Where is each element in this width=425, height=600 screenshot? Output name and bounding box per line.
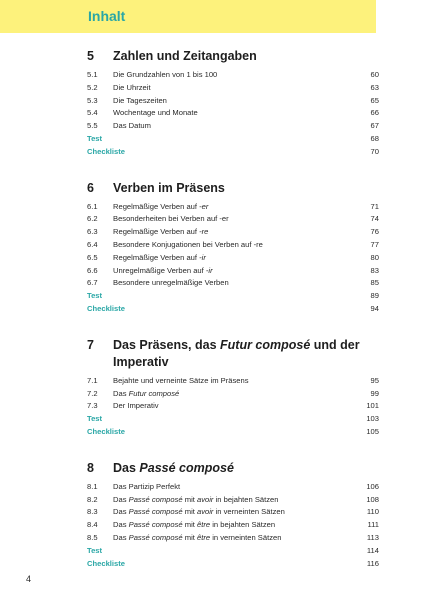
entry-label	[87, 413, 355, 426]
entry-number: 6.4	[87, 239, 98, 249]
entry-label-part: avoir	[197, 494, 214, 504]
entry-label	[113, 277, 355, 290]
entry-label	[87, 426, 355, 439]
entry-label	[113, 252, 355, 265]
entry-label-part: Passé composé	[128, 532, 183, 542]
entry-label	[87, 146, 355, 159]
entry-label	[113, 265, 355, 278]
entry-page: 76	[370, 227, 379, 237]
entry-number: 6.3	[87, 227, 98, 237]
entry-label-part: être	[197, 532, 211, 542]
entry-label-part: Passé composé	[128, 507, 183, 517]
chapter-title	[113, 180, 379, 197]
entry-label-part: Besondere unregelmäßige Verben	[113, 278, 229, 288]
entry-label-part: Besondere Konjugationen bei Verben auf -re	[113, 239, 263, 249]
entry-label-part: -er	[199, 201, 209, 211]
entry-label-part: Das Datum	[113, 121, 151, 131]
entry-label-part: Bejahte und verneinte Sätze im Präsens	[113, 375, 249, 385]
table-of-contents	[87, 48, 379, 591]
entry-label	[113, 481, 355, 494]
entry-page: 68	[370, 133, 379, 143]
entry-page: 110	[366, 507, 379, 517]
entry-page: 67	[370, 121, 379, 131]
entry-label-part: être	[197, 520, 211, 530]
entry-label	[113, 388, 355, 401]
chapter-number: 5	[87, 49, 94, 63]
entry-number: 6.1	[87, 201, 98, 211]
entry-page: 85	[370, 278, 379, 288]
entry-page: 114	[366, 545, 379, 555]
entry-page: 83	[370, 265, 379, 275]
page-number: 4	[26, 574, 32, 584]
entry-number: 6.5	[87, 252, 98, 262]
entry-page: 80	[370, 252, 379, 262]
chapter-title-part: Futur composé	[220, 337, 311, 352]
entry-label	[113, 375, 355, 388]
chapter-heading	[87, 460, 379, 477]
entry-label-part: Checkliste	[87, 426, 125, 436]
entry-label-part: Das Partizip Perfekt	[113, 481, 181, 491]
entry-label-part: -ir	[199, 252, 206, 262]
chapter-number: 8	[87, 460, 94, 475]
toc-entry	[87, 388, 379, 401]
entry-label	[113, 82, 355, 95]
entry-label-part: mit	[182, 494, 197, 504]
entry-label	[113, 95, 355, 108]
toc-extra-entry	[87, 426, 379, 439]
chapter-title-part: Zahlen und Zeitangaben	[113, 49, 257, 63]
entry-label-part: mit	[182, 507, 197, 517]
entry-number: 5.5	[87, 121, 98, 131]
toc-extra-entry	[87, 303, 379, 316]
toc-entry	[87, 252, 379, 265]
entry-page: 63	[370, 82, 379, 92]
entry-label	[113, 226, 355, 239]
toc-entry	[87, 107, 379, 120]
entry-label-part: Das	[113, 388, 129, 398]
entry-label-part: Die Grundzahlen von 1 bis 100	[113, 70, 218, 79]
entry-number: 5.4	[87, 108, 98, 118]
toc-entry	[87, 239, 379, 252]
entry-label	[113, 213, 355, 226]
entry-label-part: Unregelmäßige Verben auf	[113, 265, 206, 275]
entry-label-part: Checkliste	[87, 303, 125, 313]
entry-page: 99	[370, 388, 379, 398]
entry-label-part: Das	[113, 532, 129, 542]
entry-label	[87, 303, 355, 316]
entry-label	[113, 201, 355, 214]
toc-extra-entry	[87, 290, 379, 303]
toc-entry	[87, 481, 379, 494]
entry-label	[113, 107, 355, 120]
entry-label-part: Das	[113, 507, 129, 517]
entry-number: 5.1	[87, 70, 98, 79]
toc-entry	[87, 400, 379, 413]
chapter-title-part: Passé composé	[139, 460, 234, 475]
entry-number: 5.2	[87, 82, 98, 92]
entry-number: 7.3	[87, 401, 98, 411]
entry-number: 8.3	[87, 507, 98, 517]
entry-page: 108	[366, 494, 379, 504]
entry-label	[113, 519, 355, 532]
toc-entry	[87, 226, 379, 239]
entry-label-part: Das	[113, 494, 129, 504]
entry-label	[113, 494, 355, 507]
entry-page: 106	[366, 481, 379, 491]
entry-label-part: Passé composé	[128, 520, 183, 530]
entry-label	[113, 506, 355, 519]
entry-label	[113, 239, 355, 252]
entry-number: 6.6	[87, 265, 98, 275]
chapter-title	[113, 460, 379, 477]
toc-extra-entry	[87, 413, 379, 426]
toc-entry	[87, 120, 379, 133]
toc-entry	[87, 506, 379, 519]
chapter-number: 7	[87, 337, 94, 352]
entry-label-part: in verneinten Sätzen	[213, 507, 285, 517]
chapter-title-part: Verben im Präsens	[113, 180, 225, 195]
toc-entry	[87, 201, 379, 214]
chapter-section	[87, 180, 379, 316]
header-corner	[376, 0, 425, 33]
entry-label-part: Test	[87, 545, 103, 555]
entry-page: 71	[370, 201, 379, 211]
entry-label	[87, 290, 355, 303]
chapter-section	[87, 48, 379, 159]
entry-label-part: Checkliste	[87, 558, 125, 568]
entry-number: 6.7	[87, 278, 98, 288]
entry-label-part: in verneinten Sätzen	[210, 532, 282, 542]
toc-entry	[87, 519, 379, 532]
entry-label-part: in bejahten Sätzen	[213, 494, 279, 504]
entry-page: 103	[366, 414, 379, 424]
entry-number: 8.4	[87, 520, 98, 530]
page-title: Inhalt	[88, 8, 126, 24]
chapter-title	[113, 337, 379, 371]
entry-label-part: Wochentage und Monate	[113, 108, 198, 118]
entry-page: 77	[370, 239, 379, 249]
entry-page: 116	[366, 558, 379, 568]
entry-label-part: Regelmäßige Verben auf	[113, 252, 200, 262]
chapter-heading	[87, 180, 379, 197]
entry-page: 66	[370, 108, 379, 118]
entry-number: 7.2	[87, 388, 98, 398]
toc-entry	[87, 95, 379, 108]
toc-entry	[87, 277, 379, 290]
entry-page: 113	[366, 532, 379, 542]
entry-label-part: avoir	[197, 507, 214, 517]
entry-label-part: -ir	[205, 265, 213, 275]
entry-number: 8.2	[87, 494, 98, 504]
entry-label-part: mit	[182, 520, 197, 530]
chapter-title-part: Das Präsens, das	[113, 337, 221, 352]
entry-number: 5.3	[87, 95, 98, 105]
chapter-title-part: Das	[113, 460, 140, 475]
entry-label-part: Futur composé	[128, 388, 180, 398]
entry-label-part: -re	[199, 227, 209, 237]
entry-label-part: Regelmäßige Verben auf	[113, 227, 200, 237]
toc-extra-entry	[87, 133, 379, 146]
entry-page: 105	[366, 426, 379, 436]
toc-entry	[87, 532, 379, 545]
entry-page: 111	[367, 520, 379, 530]
entry-page: 101	[366, 401, 379, 411]
toc-entry	[87, 82, 379, 95]
toc-extra-entry	[87, 545, 379, 558]
header-bar	[0, 0, 425, 33]
chapter-section	[87, 460, 379, 571]
toc-extra-entry	[87, 146, 379, 159]
toc-entry	[87, 375, 379, 388]
entry-label-part: mit	[182, 532, 197, 542]
chapter-heading	[87, 337, 379, 371]
entry-label-part: Passé composé	[128, 494, 183, 504]
toc-entry	[87, 69, 379, 82]
entry-label-part: Das	[113, 520, 129, 530]
entry-page: 89	[370, 291, 379, 301]
toc-entry	[87, 494, 379, 507]
entry-label-part: Test	[87, 291, 103, 301]
entry-page: 65	[370, 95, 379, 105]
entry-label-part: Besonderheiten bei Verben auf -er	[113, 214, 229, 224]
chapter-title	[113, 48, 379, 65]
entry-label	[113, 400, 355, 413]
entry-label	[113, 69, 355, 82]
chapter-number: 6	[87, 180, 94, 195]
entry-page: 94	[370, 303, 379, 313]
entry-label-part: Checkliste	[87, 146, 125, 156]
entry-label-part: Die Uhrzeit	[113, 82, 151, 92]
entry-label	[87, 558, 355, 571]
entry-number: 8.5	[87, 532, 98, 542]
entry-number: 6.2	[87, 214, 98, 224]
entry-label-part: Regelmäßige Verben auf	[113, 201, 200, 211]
entry-label-part: Test	[87, 133, 103, 143]
entry-page: 74	[370, 214, 379, 224]
entry-number: 8.1	[87, 481, 98, 491]
entry-label	[87, 133, 355, 146]
entry-page: 70	[370, 146, 379, 156]
entry-label-part: Die Tageszeiten	[113, 95, 167, 105]
chapter-section	[87, 337, 379, 439]
toc-extra-entry	[87, 558, 379, 571]
entry-page: 60	[370, 70, 379, 79]
entry-label	[113, 120, 355, 133]
chapter-title-part: und der Imperativ	[113, 337, 360, 369]
entry-label-part: in bejahten Sätzen	[210, 520, 276, 530]
entry-label-part: Test	[87, 414, 103, 424]
entry-label	[113, 532, 355, 545]
toc-entry	[87, 213, 379, 226]
chapter-heading	[87, 48, 379, 65]
toc-entry	[87, 265, 379, 278]
entry-label-part: Der Imperativ	[113, 401, 159, 411]
entry-label	[87, 545, 355, 558]
entry-number: 7.1	[87, 375, 98, 385]
entry-page: 95	[370, 375, 379, 385]
